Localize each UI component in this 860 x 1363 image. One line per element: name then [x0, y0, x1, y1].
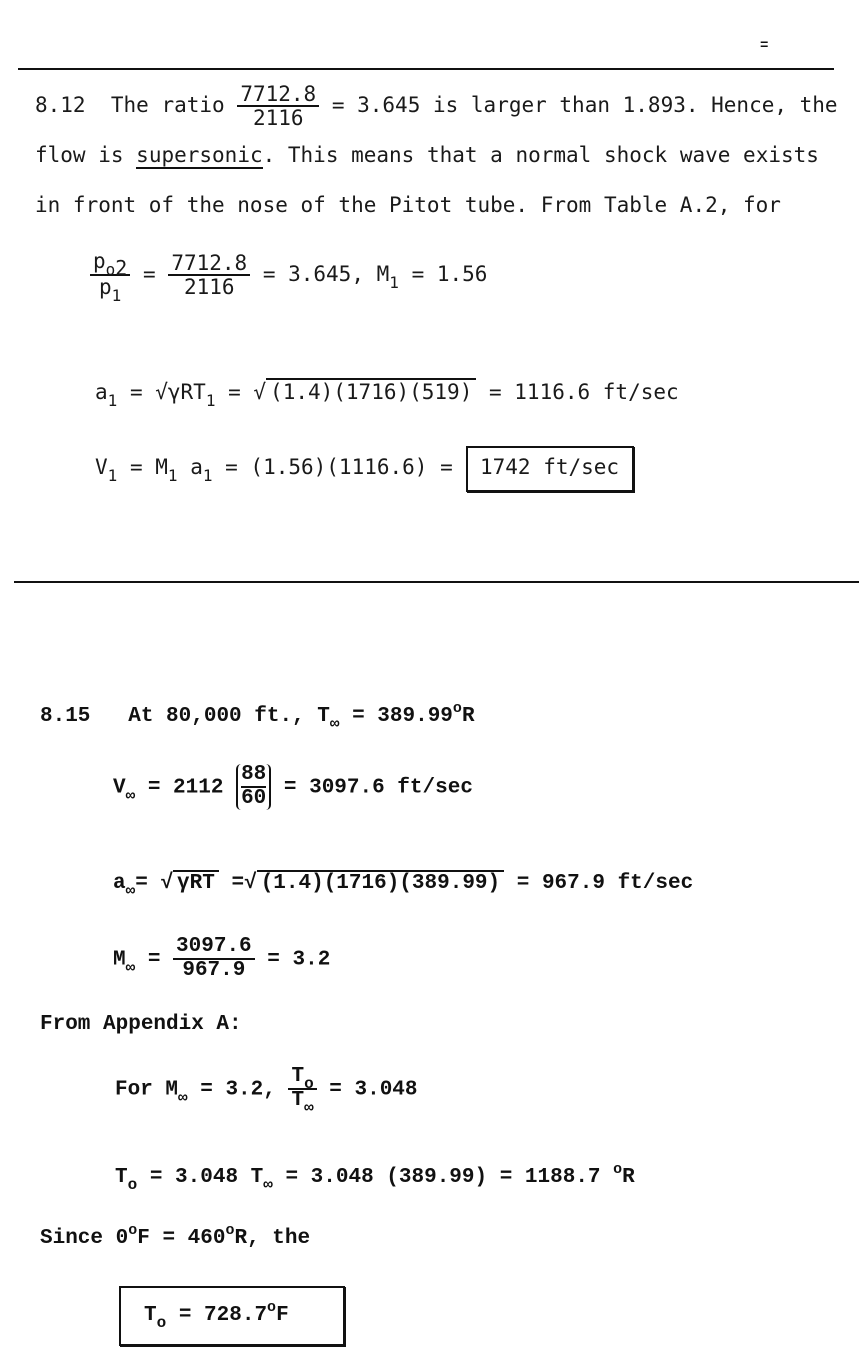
p812-eq1-rden: 2116: [183, 275, 235, 299]
p812-eq1-val: = 1.56: [411, 262, 488, 286]
p812-answer: 1742 ft/sec: [480, 455, 620, 479]
page-mark: =: [760, 38, 769, 54]
top-rule: [18, 68, 834, 70]
p812-l1-a: The ratio: [110, 93, 225, 117]
p812-line2: [35, 143, 819, 167]
p812-ratio: [237, 83, 319, 129]
p815-since: Since $0^oF = 460^oR$, the: [40, 1222, 311, 1250]
p815-appendix: From Appendix A:: [40, 1013, 242, 1036]
p812-ratio-den: 2116: [252, 106, 304, 130]
p815-eq-ratio: For $M_\infty = 3.2$, $\frac{T_o}{T_\infty}$ = 3.048: [115, 1065, 418, 1117]
p812-eq1-eq: =: [143, 262, 156, 286]
p812-eq1-rest: = 3.645, M: [262, 262, 390, 286]
p815-conversion: $\frac{88}{60}$: [236, 764, 271, 810]
p815-line1: 8.15 At 80,000 ft., $T_\infty = 389.99^oR$: [40, 700, 475, 733]
p812-l2-b: . This means that a normal shock wave exists: [262, 143, 819, 167]
p812-line1: [35, 83, 838, 129]
p812-eq1-pnum: $p_o2$: [90, 250, 130, 276]
p812-supersonic: supersonic: [136, 143, 263, 167]
p812-eq2: $a_1 = √\gamma RT_1$ = √ (1.4)(1716)(519) = 1116.6 ft/sec: [95, 380, 679, 410]
p812-eq1-pden: $p_1$: [99, 275, 122, 305]
p812-eq2-root: (1.4)(1716)(519): [266, 378, 476, 404]
p812-eq1-rnum: 7712.8: [168, 252, 250, 276]
p812-eq1-pressure-ratio: [90, 249, 130, 305]
p815-eq-mach: $M_\infty$ = $\frac{3097.6}{967.9}$ = 3.2: [113, 935, 331, 982]
p812-eq1: [90, 249, 488, 305]
p815-eq-sound-speed: $a_\infty=$ √ γRT =√ (1.4)(1716)(389.99) = 967.9 ft/sec: [113, 872, 694, 900]
p815-eq-t0: $T_o = 3.048$ $T_\infty = 3.048$ (389.99) = 1188.7 $^o$R: [115, 1161, 635, 1194]
p812-label: 8.12: [35, 93, 86, 117]
p815-answer: $T_o = 728.7^oF$: [144, 1299, 289, 1332]
p815-label: 8.15: [40, 705, 91, 728]
middle-rule: [14, 581, 859, 583]
p815-root1: γRT: [173, 870, 219, 895]
p812-eq1-m-sub: 1: [389, 273, 399, 292]
p812-eq1-ratio: [168, 252, 250, 298]
p815-root2: (1.4)(1716)(389.99): [257, 870, 504, 895]
p815-temp-ratio: $\frac{T_o}{T_\infty}$: [288, 1066, 316, 1112]
p812-eq3: $V_1 = M_1$ $a_1 = (1.56)(1116.6)$ =: [95, 455, 453, 485]
p812-l2-a: flow is: [35, 143, 124, 167]
p815-mach-frac: $\frac{3097.6}{967.9}$: [173, 936, 255, 982]
p815-eq-velocity: $V_\infty = 2112$ $\frac{88}{60}$ = 3097.6 ft/sec: [113, 763, 473, 810]
p812-ratio-num: 7712.8: [237, 83, 319, 107]
p812-line3: in front of the nose of the Pitot tube. From Table A.2, for: [35, 193, 781, 217]
p812-l1-b: = 3.645 is larger than 1.893. Hence, the: [331, 93, 838, 117]
